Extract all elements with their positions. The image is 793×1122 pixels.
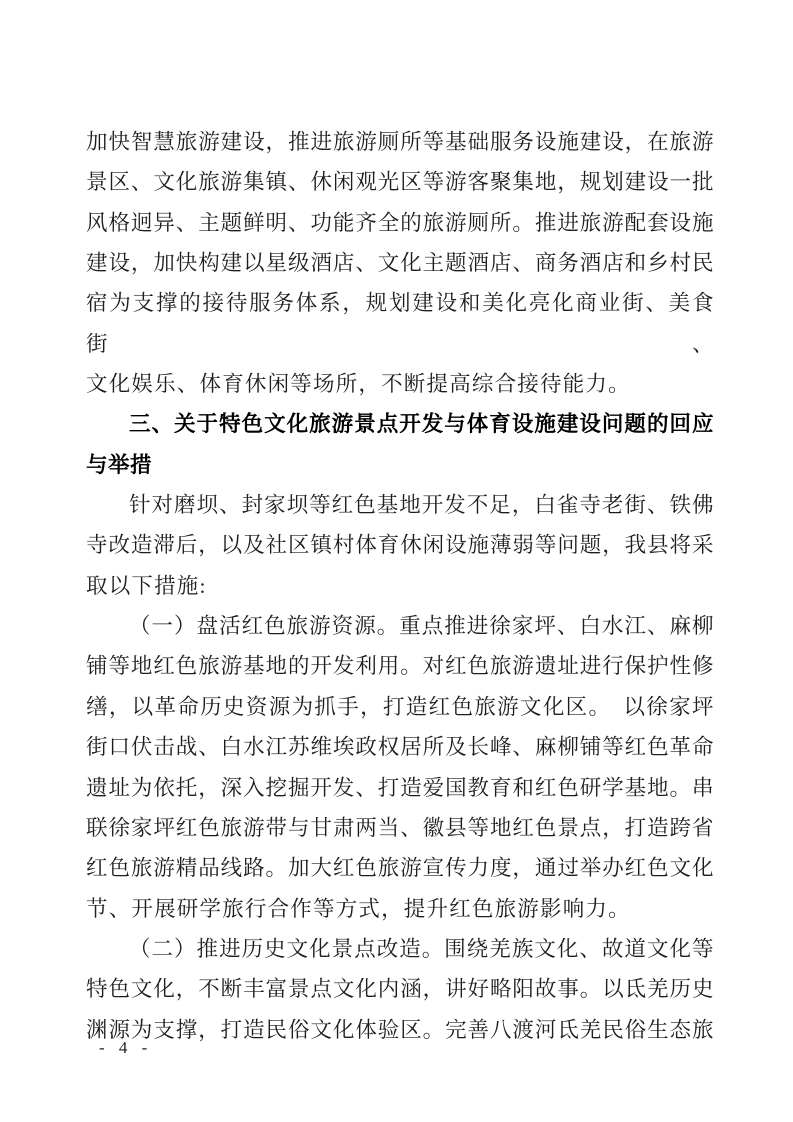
text-line: 节、开展研学旅行合作等方式，提升红色旅游影响力。 [86,896,631,921]
paragraph-p-measure-1-red-tourism [86,606,714,929]
text-line: 联徐家坪红色旅游带与甘肃两当、徽县等地红色景点，打造跨省 [86,815,714,840]
text-line: 寺改造滞后，以及社区镇村体育休闲设施薄弱等问题，我县将采 [86,533,714,558]
text-line: （一）盘活红色旅游资源。重点推进徐家坪、白水江、麻柳 [129,614,714,639]
text-line: 景区、文化旅游集镇、休闲观光区等游客聚集地，规划建设一批 [86,170,714,195]
paragraph-section-3-heading [86,404,714,485]
text-line: 遗址为依托，深入挖掘开发、打造爱国教育和红色研学基地。串 [86,775,714,800]
text-line: 风格迥异、主题鲜明、功能齐全的旅游厕所。推进旅游配套设施 [86,210,714,235]
text-line: 针对磨坝、封家坝等红色基地开发不足，白雀寺老街、铁佛 [129,493,714,518]
page-number: - 4 - [99,1038,153,1057]
text-line: 红色旅游精品线路。加大红色旅游宣传力度，通过举办红色文化 [86,856,714,881]
text-line: 特色文化，不断丰富景点文化内涵，讲好略阳故事。以氐羌历史 [86,977,714,1002]
text-line: 宿为支撑的接待服务体系，规划建设和美化亮化商业街、美食街、 [86,291,714,356]
document-body [86,122,714,1050]
text-line: （二）推进历史文化景点改造。围绕羌族文化、故道文化等 [129,936,714,961]
text-line: 渊源为支撑，打造民俗文化体验区。完善八渡河氐羌民俗生态旅 [86,1017,714,1042]
text-line: 铺等地红色旅游基地的开发利用。对红色旅游遗址进行保护性修 [86,654,714,679]
text-line: 缮，以革命历史资源为抓手，打造红色旅游文化区。 以徐家坪 [86,694,714,719]
paragraph-p-continuation [86,122,714,404]
section-heading-line: 三、关于特色文化旅游景点开发与体育设施建设问题的回应 [129,412,714,437]
section-heading-line: 与举措 [86,452,153,477]
paragraph-p-measure-2-historic-culture [86,929,714,1050]
text-line: 文化娱乐、体育休闲等场所，不断提高综合接待能力。 [86,372,631,397]
text-line: 街口伏击战、白水江苏维埃政权居所及长峰、麻柳铺等红色革命 [86,735,714,760]
text-line: 加快智慧旅游建设，推进旅游厕所等基础服务设施建设，在旅游 [86,130,714,154]
text-line: 建设，加快构建以星级酒店、文化主题酒店、商务酒店和乡村民 [86,251,714,276]
text-line: 取以下措施: [86,573,207,598]
paragraph-p-issues-intro [86,485,714,606]
